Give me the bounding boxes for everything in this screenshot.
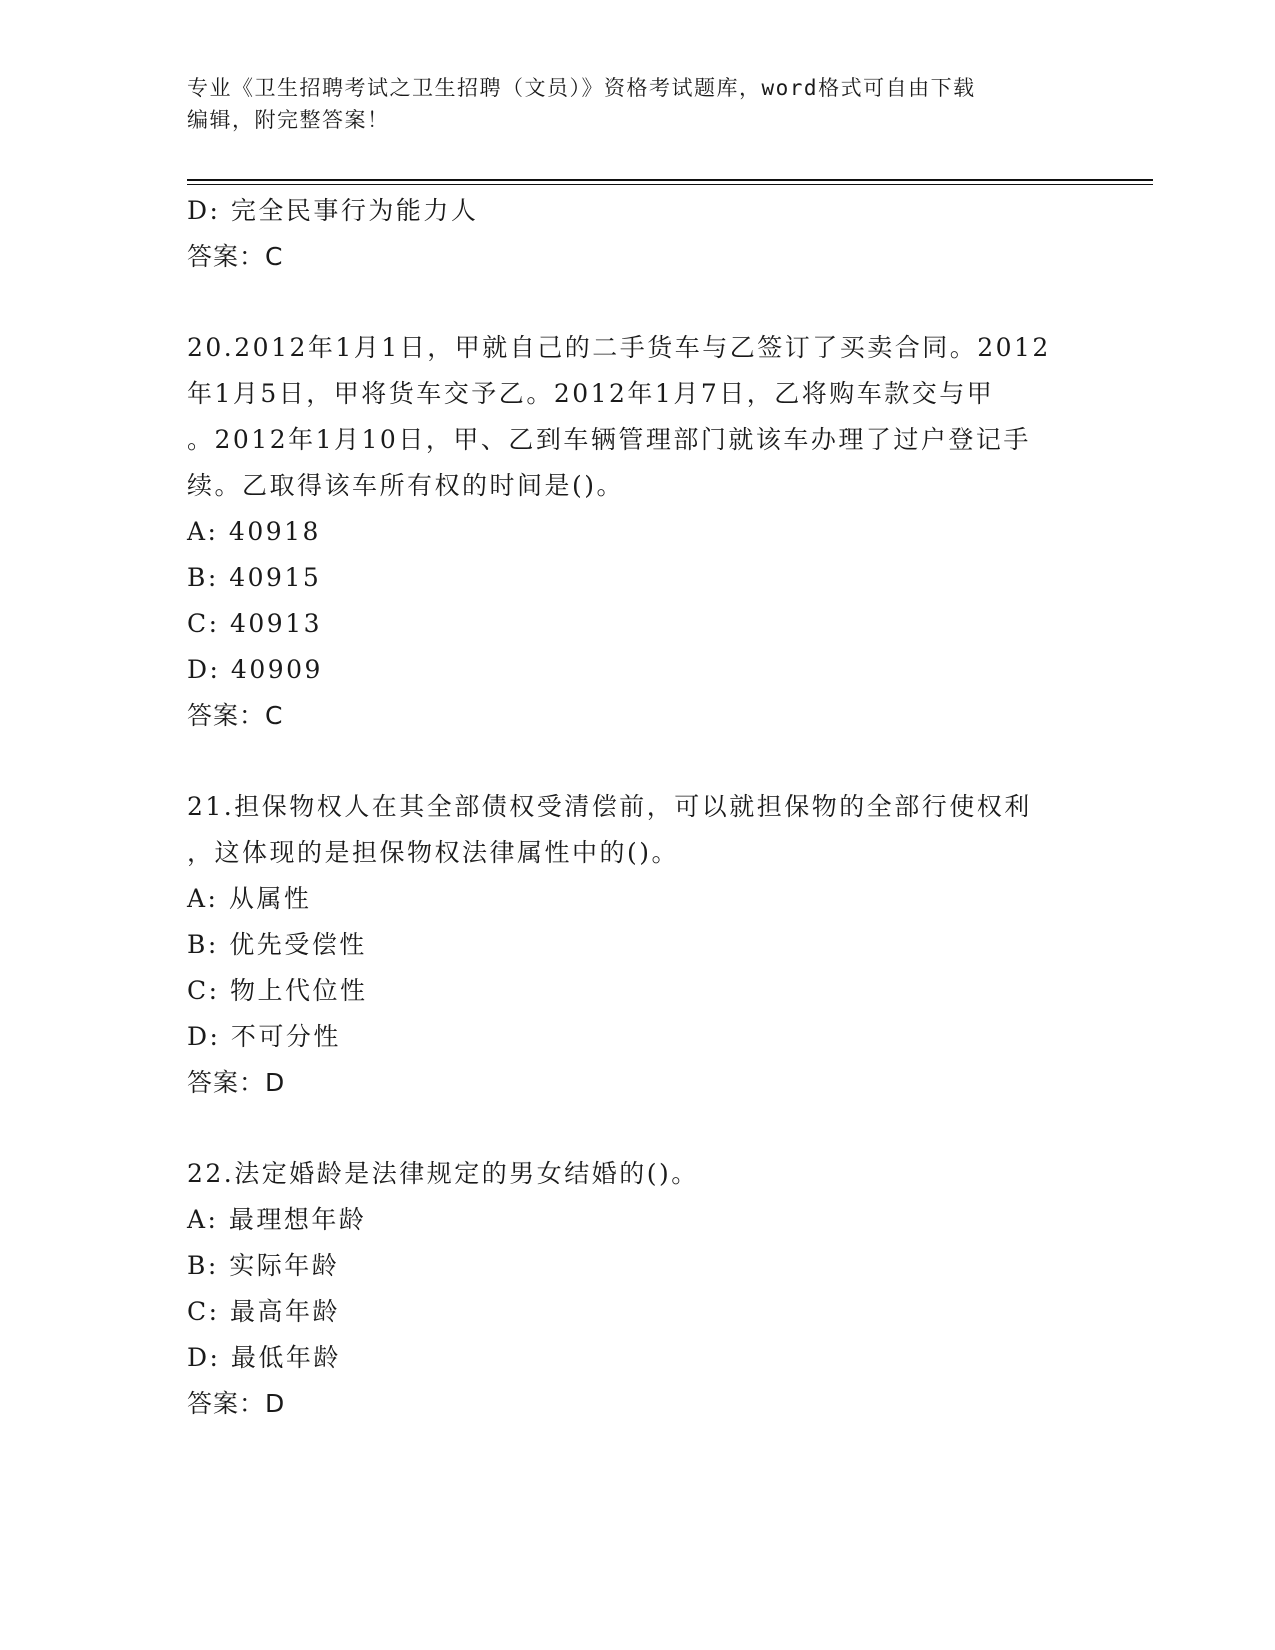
question-list [187, 188, 1087, 1427]
q22-stem-line-1: 22.法定婚龄是法律规定的男女结婚的()。 [187, 1159, 699, 1188]
q21-option-b: B: 优先受偿性 [187, 930, 367, 959]
prev-option-d: D: 完全民事行为能力人 [187, 196, 479, 225]
document-header [187, 72, 1087, 136]
q21-option-c: C: 物上代位性 [187, 976, 368, 1005]
q20-stem-line-1: 20.2012年1月1日，甲就自己的二手货车与乙签订了买卖合同。2012 [187, 333, 1051, 362]
q20-option-d: D: 40909 [187, 655, 323, 684]
q20-option-a: A: 40918 [187, 517, 321, 546]
header-line-1: 专业《卫生招聘考试之卫生招聘（文员）》资格考试题库，word格式可自由下载 [187, 76, 976, 100]
q22-option-a: A: 最理想年龄 [187, 1205, 367, 1234]
q22-option-b: B: 实际年龄 [187, 1251, 340, 1280]
header-line-2: 编辑，附完整答案！ [187, 108, 390, 132]
question-22 [187, 1151, 1087, 1427]
q20-option-c: C: 40913 [187, 609, 323, 638]
question-21 [187, 784, 1087, 1106]
header-rule-thick [187, 179, 1153, 181]
prev-answer: 答案：C [187, 242, 284, 271]
q22-option-d: D: 最低年龄 [187, 1343, 341, 1372]
q20-stem-line-2: 年1月5日，甲将货车交予乙。2012年1月7日，乙将购车款交与甲 [187, 379, 995, 408]
q21-option-a: A: 从属性 [187, 884, 312, 913]
q22-answer: 答案：D [187, 1389, 286, 1418]
question-20 [187, 325, 1087, 739]
q21-answer: 答案：D [187, 1068, 286, 1097]
q20-stem-line-4: 续。乙取得该车所有权的时间是()。 [187, 471, 625, 500]
q21-stem-line-1: 21.担保物权人在其全部债权受清偿前，可以就担保物的全部行使权利 [187, 792, 1032, 821]
q22-option-c: C: 最高年龄 [187, 1297, 340, 1326]
header-rule-thin [187, 184, 1153, 185]
q20-answer: 答案：C [187, 701, 284, 730]
q20-stem-line-3: 。2012年1月10日，甲、乙到车辆管理部门就该车办理了过户登记手 [187, 425, 1031, 454]
q21-stem-line-2: ，这体现的是担保物权法律属性中的()。 [187, 838, 680, 867]
q20-option-b: B: 40915 [187, 563, 322, 592]
q21-option-d: D: 不可分性 [187, 1022, 341, 1051]
